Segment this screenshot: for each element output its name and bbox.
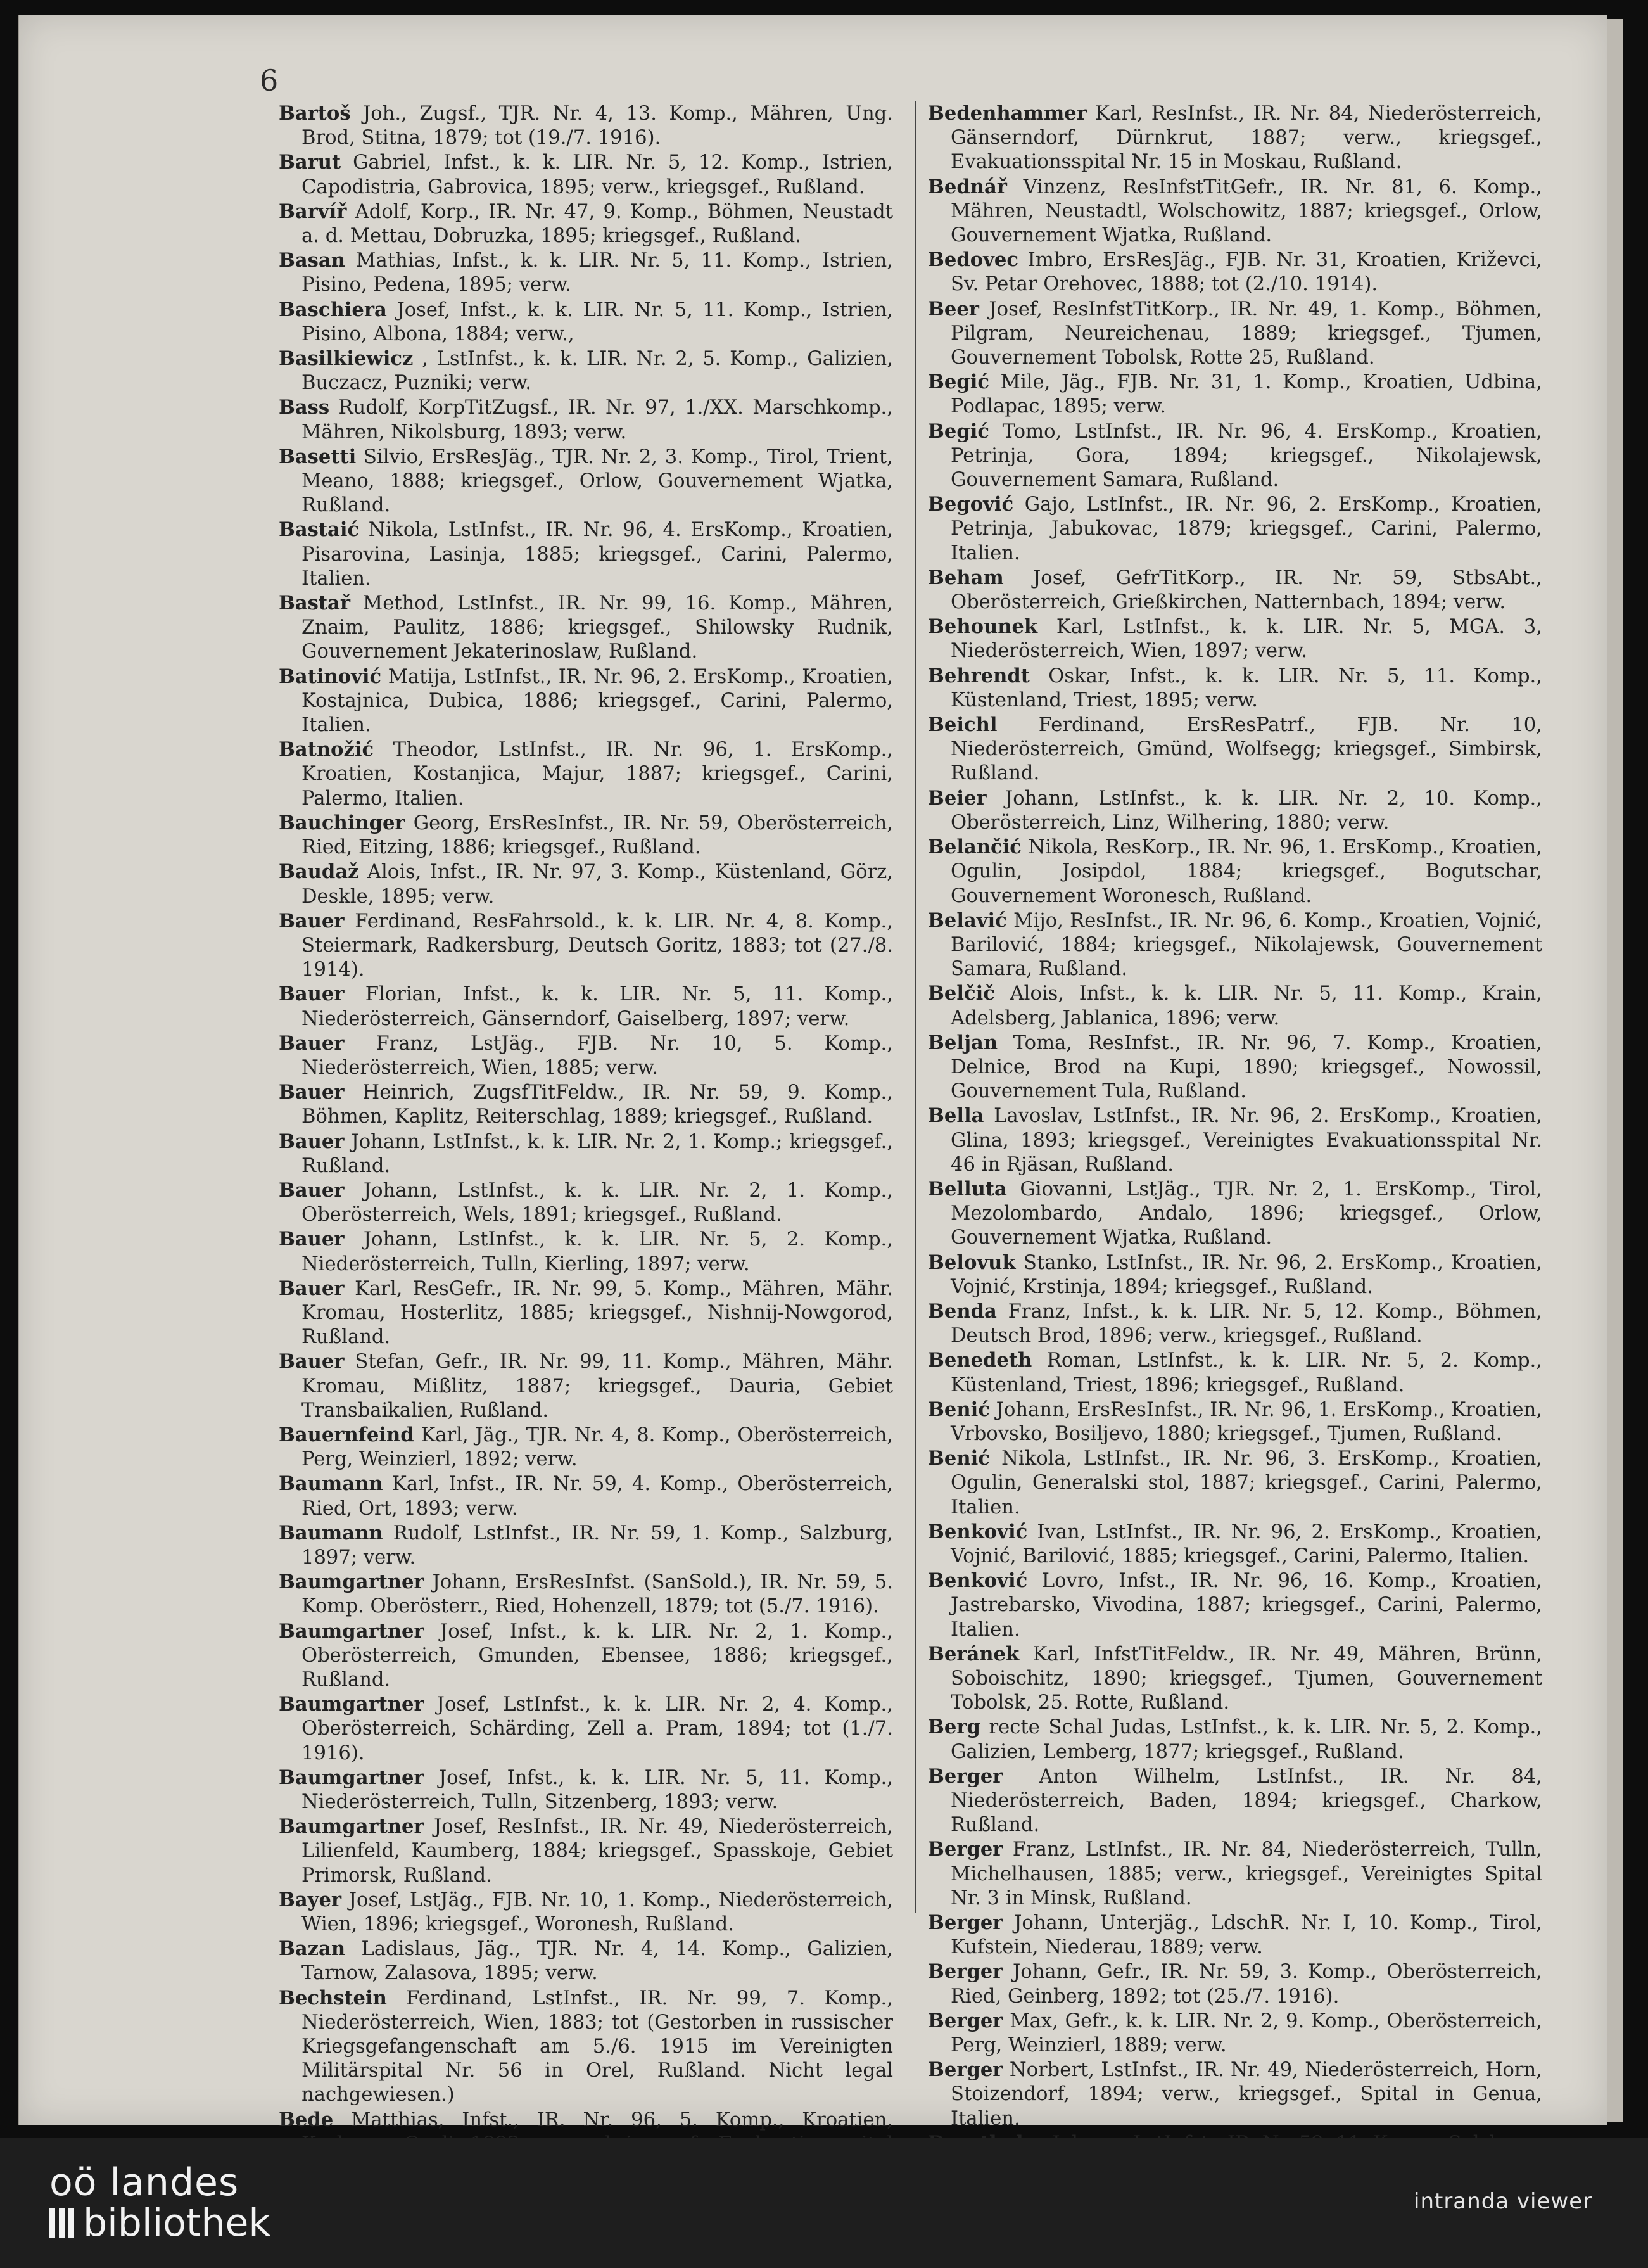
entry-surname: Batinović — [279, 665, 382, 688]
list-entry — [279, 1521, 893, 1570]
entry-details: Joh., Zugsf., TJR. Nr. 4, 13. Komp., Mähren, Ung. Brod, Stitna, 1879; tot (19./7. 1916). — [301, 103, 893, 150]
list-entry — [928, 713, 1542, 786]
entry-details: Matija, LstInfst., IR. Nr. 96, 2. ErsKomp., Kroatien, Kostajnica, Dubica, 1886; kriegsgef., Carini, Palermo, Italien. — [301, 665, 893, 737]
entry-surname: Berger — [928, 2058, 1003, 2082]
entry-surname: Beljan — [928, 1031, 998, 1054]
list-entry — [928, 1642, 1542, 1716]
list-entry — [928, 248, 1542, 296]
entry-surname: Beichl — [928, 713, 998, 737]
entry-surname: Belovuk — [928, 1251, 1016, 1274]
list-entry — [279, 860, 893, 908]
entry-details: Matthias, Infst., IR. Nr. 96, 5. Komp., Kroatien, — [351, 2108, 893, 2131]
entry-details: , LstInfst., k. k. LIR. Nr. 2, 5. Komp., Galizien, Buczacz, Puzniki; verw. — [301, 348, 893, 395]
entry-details: Mathias, Infst., k. k. LIR. Nr. 5, 11. Komp., Istrien, Pisino, Pedena, 1895; verw. — [301, 250, 893, 296]
list-entry — [928, 615, 1542, 663]
list-entry — [279, 395, 893, 444]
entry-details: Karl, InfstTitFeldw., IR. Nr. 49, Mähren, Brünn, Soboischitz, 1890; kriegsgef., Tjumen, Gouvernement Tobolsk, 25. Rotte, Rußland. — [951, 1643, 1542, 1714]
entry-surname: Bayer — [279, 1888, 342, 1911]
list-entry — [279, 909, 893, 983]
list-entry — [928, 1959, 1542, 2008]
entry-surname: Berger — [928, 1960, 1003, 1984]
list-entry — [928, 1348, 1542, 1397]
column-divider — [915, 101, 916, 1913]
list-entry — [279, 665, 893, 738]
entry-surname: Beham — [928, 566, 1004, 589]
entry-details: Mile, Jäg., FJB. Nr. 31, 1. Komp., Kroatien, Udbina, Podlapac, 1895; verw. — [951, 371, 1542, 418]
list-entry — [279, 347, 893, 395]
list-entry — [279, 1766, 893, 1814]
list-entry — [928, 1837, 1542, 1911]
entry-surname: Bauer — [279, 1130, 345, 1153]
entry-details: Stefan, Gefr., IR. Nr. 99, 11. Komp., Mähren, Mähr. Kromau, Mißlitz, 1887; kriegsgef., Dauria, Gebiet Transbaikalien, Rußland. — [301, 1351, 893, 1422]
entry-details: Josef, Infst., k. k. LIR. Nr. 5, 11. Komp., Niederösterreich, Tulln, Sitzenberg, 1893; verw. — [301, 1766, 893, 1814]
entry-surname: Berger — [928, 2009, 1003, 2032]
entry-details: Rudolf, LstInfst., IR. Nr. 59, 1. Komp., Salzburg, 1897; verw. — [301, 1522, 893, 1569]
entry-details: Josef, GefrTitKorp., IR. Nr. 59, StbsAbt., Oberösterreich, Grießkirchen, Natternbach, 1894; verw. — [951, 566, 1542, 614]
list-entry — [928, 908, 1542, 982]
entry-details: Anton Wilhelm, LstInfst., IR. Nr. 84, Niederösterreich, Baden, 1894; kriegsgef., Charkow, Rußland. — [951, 1765, 1542, 1837]
list-entry — [279, 101, 893, 150]
entry-surname: Bauer — [279, 983, 345, 1006]
entry-surname: Baumgartner — [279, 1766, 424, 1789]
entry-details: Franz, Infst., k. k. LIR. Nr. 5, 12. Komp., Böhmen, Deutsch Brod, 1896; verw., kriegsgef., Rußland. — [951, 1300, 1542, 1347]
entry-details: Florian, Infst., k. k. LIR. Nr. 5, 11. Komp., Niederösterreich, Gänserndorf, Gaiselberg, 1897; verw. — [301, 983, 893, 1030]
entry-surname: Berger — [928, 1764, 1003, 1788]
list-entry — [928, 1299, 1542, 1348]
entry-details: Ferdinand, ErsResPatrf., FJB. Nr. 10, Niederösterreich, Gmünd, Wolfsegg; kriegsgef., Simbirsk, Rußland. — [951, 714, 1542, 785]
entry-details: Lavoslav, LstInfst., IR. Nr. 96, 2. ErsKomp., Kroatien, Glina, 1893; kriegsgef., Vereinigtes Evakuationsspital Nr. 46 in Rjäsan, Rußland. — [951, 1105, 1542, 1176]
entry-details: Franz, LstJäg., FJB. Nr. 10, 5. Komp., Niederösterreich, Wien, 1885; verw. — [301, 1032, 893, 1079]
list-entry — [928, 2009, 1542, 2058]
entry-details: Nikola, ResKorp., IR. Nr. 96, 1. ErsKomp., Kroatien, Ogulin, Josipdol, 1884; kriegsgef., Bogutschar, Gouvernement Woronesch, Rußland. — [951, 836, 1542, 907]
list-entry — [279, 298, 893, 347]
entry-surname: Bede — [279, 2108, 334, 2131]
list-entry — [928, 1177, 1542, 1251]
list-entry — [928, 1251, 1542, 1299]
entry-details: Karl, LstInfst., k. k. LIR. Nr. 5, MGA. 3, Niederösterreich, Wien, 1897; verw. — [951, 616, 1542, 663]
list-entry — [279, 811, 893, 860]
entry-details: Josef, Infst., k. k. LIR. Nr. 5, 11. Komp., Istrien, Pisino, Albona, 1884; verw., — [301, 298, 893, 345]
entry-details: Heinrich, ZugsfTitFeldw., IR. Nr. 59, 9. Komp., Böhmen, Kaplitz, Reiterschlag, 1889; kriegsgef., Rußland. — [301, 1081, 893, 1128]
list-entry — [279, 591, 893, 665]
entry-surname: Baschiera — [279, 298, 387, 321]
list-entry — [279, 1349, 893, 1423]
entry-details: Josef, LstInfst., k. k. LIR. Nr. 2, 4. Komp., Oberösterreich, Schärding, Zell a. Pram, 1894; tot (1./7. 1916). — [301, 1693, 893, 1764]
entry-surname: Bedenhammer — [928, 102, 1087, 125]
entry-details: Johann, Gefr., IR. Nr. 59, 3. Komp., Oberösterreich, Ried, Geinberg, 1892; tot (25./7. 1916). — [951, 1961, 1542, 2008]
entry-surname: Behrendt — [928, 664, 1030, 687]
entry-details: Karl, Infst., IR. Nr. 59, 4. Komp., Oberösterreich, Ried, Ort, 1893; verw. — [301, 1473, 893, 1520]
entry-details: Mijo, ResInfst., IR. Nr. 96, 6. Komp., Kroatien, Vojnić, Barilović, 1884; kriegsgef., Nikolajewsk, Gouvernement Samara, Rußland. — [951, 909, 1542, 981]
entry-surname: Bauer — [279, 1350, 345, 1373]
list-entry — [928, 175, 1542, 248]
entry-surname: Baumann — [279, 1521, 383, 1545]
entry-surname: Belluta — [928, 1177, 1007, 1201]
entry-details: Stanko, LstInfst., IR. Nr. 96, 2. ErsKomp., Kroatien, Vojnić, Krstinja, 1894; kriegsgef., Rußland. — [951, 1251, 1542, 1298]
entry-surname: Basan — [279, 249, 345, 272]
entry-surname: Barut — [279, 151, 341, 174]
list-entry — [928, 101, 1542, 175]
entry-details: Johann, LstInfst., k. k. LIR. Nr. 5, 2. Komp., Niederösterreich, Tulln, Kierling, 1897; verw. — [301, 1228, 893, 1275]
viewer-footer — [0, 2138, 1648, 2268]
entry-details: Silvio, ErsResJäg., TJR. Nr. 2, 3. Komp., Tirol, Trient, Meano, 1888; kriegsgef., Orlow, Gouvernement Wjatka, Rußland. — [301, 445, 893, 517]
list-entry — [279, 518, 893, 591]
entry-details: Ferdinand, LstInfst., IR. Nr. 99, 7. Komp., Niederösterreich, Wien, 1883; tot (Gestorben in russischer Kriegsgefangenschaft am 5./6. 1915 im Vereinigten Militärspital Nr. 56 in Orel, Rußland. Nicht legal nachgewiesen.) — [301, 1987, 893, 2106]
list-entry — [928, 664, 1542, 713]
entry-details: Ferdinand, ResFahrsold., k. k. LIR. Nr. 4, 8. Komp., Steiermark, Radkersburg, Deutsch Goritz, 1883; tot (27./8. 1914). — [301, 910, 893, 981]
entry-details: Johann, LstInfst., k. k. LIR. Nr. 2, 1. Komp., Oberösterreich, Wels, 1891; kriegsgef., Rußland. — [301, 1179, 893, 1226]
entry-surname: Begić — [928, 419, 989, 443]
entry-surname: Benić — [928, 1398, 990, 1421]
entry-surname: Bazan — [279, 1937, 346, 1961]
entry-surname: Berger — [928, 1838, 1003, 1861]
list-entry — [279, 445, 893, 518]
entry-surname: Basetti — [279, 445, 357, 468]
entry-details: Josef, Infst., k. k. LIR. Nr. 2, 1. Komp., Oberösterreich, Gmunden, Ebensee, 1886; kriegsgef., Rußland. — [301, 1620, 893, 1691]
list-entry — [928, 1446, 1542, 1520]
entry-surname: Bella — [928, 1104, 984, 1128]
entry-surname: Benić — [928, 1447, 990, 1470]
list-entry — [928, 786, 1542, 835]
list-entry — [279, 1814, 893, 1888]
entry-details: Gajo, LstInfst., IR. Nr. 96, 2. ErsKomp., Kroatien, Petrinja, Jabukovac, 1879; kriegsgef., Carini, Palermo, Italien. — [951, 494, 1542, 564]
list-entry — [928, 1715, 1542, 1764]
entry-details: Gabriel, Infst., k. k. LIR. Nr. 5, 12. Komp., Istrien, Capodistria, Gabrovica, 1895; verw., kriegsgef., Rußland. — [301, 151, 893, 198]
entry-details: Norbert, LstInfst., IR. Nr. 49, Niederösterreich, Horn, Stoizendorf, 1894; verw., kriegsgef., Spital in Genua, Italien. — [951, 2059, 1542, 2130]
list-entry — [928, 1520, 1542, 1569]
entry-details: Karl, Jäg., TJR. Nr. 4, 8. Komp., Oberösterreich, Perg, Weinzierl, 1892; verw. — [301, 1424, 893, 1471]
list-entry — [279, 1888, 893, 1937]
list-entry — [928, 835, 1542, 908]
list-entry — [279, 1937, 893, 1985]
entry-details: Karl, ResGefr., IR. Nr. 99, 5. Komp., Mähren, Mähr. Kromau, Hosterlitz, 1885; kriegsgef., Nishnij-Nowgorod, Rußland. — [301, 1277, 893, 1349]
entry-details: Rudolf, KorpTitZugsf., IR. Nr. 97, 1./XX. Marschkomp., Mähren, Nikolsburg, 1893; verw. — [301, 397, 893, 443]
right-column — [928, 101, 1542, 2180]
entry-details: Method, LstInfst., IR. Nr. 99, 16. Komp., Mähren, Znaim, Paulitz, 1886; kriegsgef., Shilowsky Rudnik, Gouvernement Jekaterinoslaw, Rußland. — [301, 592, 893, 663]
entry-surname: Belčič — [928, 982, 995, 1005]
list-entry — [279, 1130, 893, 1178]
entry-surname: Benedeth — [928, 1349, 1032, 1372]
entry-details: Johann, LstInfst., k. k. LIR. Nr. 2, 1. Komp.; kriegsgef., Rußland. — [301, 1130, 893, 1177]
entry-details: Josef, LstJäg., FJB. Nr. 10, 1. Komp., Niederösterreich, Wien, 1896; kriegsgef., Woronesh, Rußland. — [301, 1889, 893, 1936]
entry-details: Oskar, Infst., k. k. LIR. Nr. 5, 11. Komp., Küstenland, Triest, 1895; verw. — [951, 665, 1542, 711]
entry-surname: Belančić — [928, 836, 1022, 859]
list-entry — [279, 200, 893, 248]
entry-surname: Berger — [928, 1911, 1003, 1935]
entry-surname: Benković — [928, 1569, 1028, 1593]
entry-details: Giovanni, LstJäg., TJR. Nr. 2, 1. ErsKomp., Tirol, Mezolombardo, Andalo, 1896; kriegsgef., Orlow, Gouvernement Wjatka, Rußland. — [951, 1178, 1542, 1249]
list-entry — [279, 737, 893, 811]
entry-surname: Belavić — [928, 908, 1007, 932]
entry-surname: Beer — [928, 297, 979, 321]
entry-surname: Bass — [279, 396, 330, 419]
list-entry — [279, 150, 893, 199]
logo-line-1: oö landes — [49, 2160, 239, 2205]
entry-details: Vinzenz, ResInfstTitGefr., IR. Nr. 81, 6. Komp., Mähren, Neustadtl, Wolschowitz, 1887; kriegsgef., Orlow, Gouvernement Wjatka, Rußland. — [951, 175, 1542, 247]
entry-surname: Bauer — [279, 1081, 345, 1104]
entry-surname: Bauchinger — [279, 811, 405, 834]
entry-details: recte Schal Judas, LstInfst., k. k. LIR. Nr. 5, 2. Komp., Galizien, Lemberg, 1877; kriegsgef., Rußland. — [951, 1716, 1542, 1763]
list-entry — [928, 981, 1542, 1030]
entry-surname: Baumgartner — [279, 1570, 424, 1594]
entry-surname: Benković — [928, 1520, 1028, 1543]
entry-surname: Behounek — [928, 615, 1038, 639]
entry-details: Nikola, LstInfst., IR. Nr. 96, 4. ErsKomp., Kroatien, Pisarovina, Lasinja, 1885; kriegsgef., Carini, Palermo, Italien. — [301, 519, 893, 590]
list-entry — [279, 1178, 893, 1227]
entry-details: Franz, LstInfst., IR. Nr. 84, Niederösterreich, Tulln, Michelhausen, 1885; verw., kriegsgef., Vereinigtes Spital Nr. 3 in Minsk, Rußland. — [951, 1838, 1542, 1909]
entry-surname: Bauer — [279, 909, 345, 933]
entry-details: Nikola, LstInfst., IR. Nr. 96, 3. ErsKomp., Kroatien, Ogulin, Generalski stol, 1887; kriegsgef., Carini, Palermo, Italien. — [951, 1448, 1542, 1519]
logo-line-2: bibliothek — [83, 2201, 271, 2245]
entry-details: Max, Gefr., k. k. LIR. Nr. 2, 9. Komp., Oberösterreich, Perg, Weinzierl, 1889; verw. — [951, 2010, 1542, 2057]
list-entry — [928, 297, 1542, 371]
list-entry — [279, 982, 893, 1031]
left-column — [279, 101, 893, 2181]
list-entry — [928, 1031, 1542, 1104]
list-entry — [928, 419, 1542, 493]
entry-surname: Baudaž — [279, 860, 359, 884]
entry-surname: Bauer — [279, 1228, 345, 1251]
list-entry — [279, 1619, 893, 1693]
list-entry — [928, 1104, 1542, 1177]
entry-surname: Bednář — [928, 175, 1007, 198]
entry-surname: Barvíř — [279, 200, 347, 223]
list-entry — [279, 1277, 893, 1350]
list-entry — [279, 1423, 893, 1472]
entry-details: Alois, Infst., k. k. LIR. Nr. 5, 11. Komp., Krain, Adelsberg, Jablanica, 1896; verw. — [951, 983, 1542, 1029]
entry-details: Lovro, Infst., IR. Nr. 96, 16. Komp., Kroatien, Jastrebarsko, Vivodina, 1887; kriegsgef., Carini, Palermo, Italien. — [951, 1570, 1542, 1641]
entry-details: Johann, ErsResInfst., IR. Nr. 96, 1. ErsKomp., Kroatien, Vrbovsko, Bosiljevo, 1880; kriegsgef., Tjumen, Rußland. — [951, 1398, 1542, 1445]
entry-surname: Baumgartner — [279, 1619, 424, 1643]
list-entry — [928, 1398, 1542, 1446]
entry-surname: Bauernfeind — [279, 1423, 414, 1446]
entry-details: Theodor, LstInfst., IR. Nr. 96, 1. ErsKomp., Kroatien, Kostanjica, Majur, 1887; kriegsgef., Carini, Palermo, Italien. — [301, 739, 893, 810]
entry-surname: Beier — [928, 786, 987, 810]
list-entry — [279, 1080, 893, 1129]
entry-details: Johann, ErsResInfst. (SanSold.), IR. Nr. 59, 5. Komp. Oberösterr., Ried, Hohenzell, 1879; tot (5./7. 1916). — [301, 1571, 893, 1618]
entry-surname: Beránek — [928, 1642, 1020, 1666]
entry-surname: Bartoš — [279, 102, 351, 125]
entry-details: Alois, Infst., IR. Nr. 97, 3. Komp., Küstenland, Görz, Deskle, 1895; verw. — [301, 861, 893, 908]
entry-surname: Begić — [928, 371, 989, 394]
entry-surname: Baumgartner — [279, 1693, 424, 1716]
list-entry — [928, 492, 1542, 566]
entry-details: Ladislaus, Jäg., TJR. Nr. 4, 14. Komp., Galizien, Tarnow, Zalasova, 1895; verw. — [301, 1938, 893, 1985]
entry-surname: Begović — [928, 493, 1014, 516]
entry-details: Roman, LstInfst., k. k. LIR. Nr. 5, 2. Komp., Küstenland, Triest, 1896; kriegsgef., Rußland. — [951, 1349, 1542, 1396]
list-entry — [928, 2058, 1542, 2131]
entry-details: Josef, ResInfstTitKorp., IR. Nr. 49, 1. Komp., Böhmen, Pilgram, Neureichenau, 1889; kriegsgef., Tjumen, Gouvernement Tobolsk, Rotte 25, Rußland. — [951, 298, 1542, 369]
list-entry — [279, 1472, 893, 1520]
list-entry — [928, 1911, 1542, 1959]
list-entry — [279, 1227, 893, 1276]
entry-details: Johann, LstInfst., k. k. LIR. Nr. 2, 10. Komp., Oberösterreich, Linz, Wilhering, 1880; verw. — [951, 787, 1542, 834]
entry-surname: Bauer — [279, 1178, 345, 1202]
logo-bars-icon — [49, 2208, 74, 2238]
entry-surname: Bechstein — [279, 1986, 387, 2010]
entry-surname: Bauer — [279, 1277, 345, 1300]
entry-details: Josef, ResInfst., IR. Nr. 49, Niederösterreich, Lilienfeld, Kaumberg, 1884; kriegsgef., Spasskoje, Gebiet Primorsk, Rußland. — [301, 1816, 893, 1887]
entry-surname: Baumann — [279, 1472, 383, 1496]
entry-details: Georg, ErsResInfst., IR. Nr. 59, Oberösterreich, Ried, Eitzing, 1886; kriegsgef., Rußland. — [301, 812, 893, 859]
list-entry — [279, 1692, 893, 1766]
list-entry — [928, 1569, 1542, 1642]
list-entry — [279, 1986, 893, 2108]
entry-details: Tomo, LstInfst., IR. Nr. 96, 4. ErsKomp., Kroatien, Petrinja, Gora, 1894; kriegsgef., Nikolajewsk, Gouvernement Samara, Rußland. — [951, 420, 1542, 492]
list-entry — [928, 566, 1542, 615]
list-entry — [279, 1570, 893, 1619]
library-logo[interactable] — [49, 2162, 270, 2243]
entry-surname: Bastař — [279, 592, 350, 615]
viewer-label: intranda viewer — [1414, 2189, 1593, 2214]
entry-details: Adolf, Korp., IR. Nr. 47, 9. Komp., Böhmen, Neustadt a. d. Mettau, Dobruzka, 1895; kriegsgef., Rußland. — [301, 200, 893, 248]
entry-surname: Berg — [928, 1716, 980, 1739]
entry-surname: Bauer — [279, 1031, 345, 1055]
entry-details: Ivan, LstInfst., IR. Nr. 96, 2. ErsKomp., Kroatien, Vojnić, Barilović, 1885; kriegsgef., Carini, Palermo, Italien. — [951, 1520, 1542, 1567]
entry-surname: Batnožić — [279, 738, 374, 761]
entry-surname: Benda — [928, 1299, 997, 1323]
list-entry — [928, 370, 1542, 419]
entry-surname: Baumgartner — [279, 1815, 424, 1838]
entry-details: Toma, ResInfst., IR. Nr. 96, 7. Komp., Kroatien, Delnice, Brod na Kupi, 1890; kriegsgef., Nowossil, Gouvernement Tula, Rußland. — [951, 1031, 1542, 1103]
entry-surname: Basilkiewicz — [279, 347, 414, 371]
entry-details: Imbro, ErsResJäg., FJB. Nr. 31, Kroatien, Križevci, Sv. Petar Orehovec, 1888; tot (2./10. 1914). — [951, 249, 1542, 296]
list-entry — [279, 1031, 893, 1080]
entry-surname: Bedovec — [928, 248, 1018, 272]
entry-surname: Bastaić — [279, 518, 360, 542]
page-number: 6 — [260, 63, 279, 98]
list-entry — [279, 248, 893, 297]
entry-details: Karl, ResInfst., IR. Nr. 84, Niederösterreich, Gänserndorf, Dürnkrut, 1887; verw., kriegsgef., Evakuationsspital Nr. 15 in Moskau, Rußland. — [951, 103, 1542, 174]
entry-details: Johann, Unterjäg., LdschR. Nr. I, 10. Komp., Tirol, Kufstein, Niederau, 1889; verw. — [951, 1912, 1542, 1959]
list-entry — [928, 1764, 1542, 1838]
